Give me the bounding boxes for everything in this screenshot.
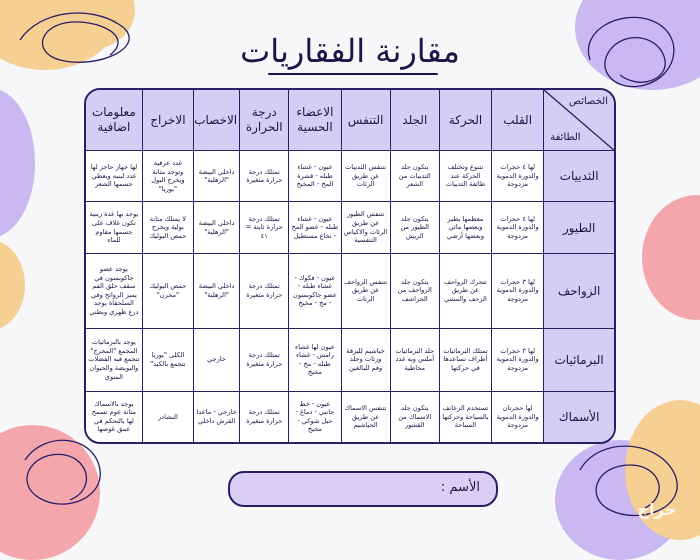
table-row-fish [86, 391, 614, 442]
table-cell: تمتلك البرمائيات أطراف تساعدها في حركتها [439, 328, 491, 391]
table-cell: عيون - فكوك - غشاء طبله - عضو جاكوبسون - مخ - مخيخ [289, 253, 341, 328]
title-underline [268, 73, 438, 75]
corner-label-characteristics: الخصائص [568, 96, 608, 107]
table-cell: تتنفس الثدييات عن طريق الرئات [341, 151, 390, 202]
table-cell: تتنفس الاسماك عن طريق الخياشيم [341, 391, 390, 442]
table-cell: تتنوع وتختلف الحركة عند طائفة الثدييات [439, 151, 491, 202]
table-cell: لها جهاز حاجز لها غدد لبنيه ويغطي جسمها الشعر [86, 151, 142, 202]
table-cell: جلد البرمائيات أملس وبه غدد مخاطية [390, 328, 439, 391]
table-cell: تستخدم الزعانف بالسباحة وحركتها السباحة [439, 391, 491, 442]
table-cell: معظمها يطير وبعضها مائي وبعضها أرضي [439, 202, 491, 253]
name-label: الأسم : [440, 480, 480, 495]
table-cell: خارجي [193, 328, 239, 391]
table-cell: تمتلك درجة حرارة متغيرة [240, 253, 289, 328]
table-cell: تمتلك درجة حرارة متغيرة [240, 328, 289, 391]
row-header-mammals: الثدييات [544, 151, 614, 202]
row-header-amphibians: البرمائيات [544, 328, 614, 391]
table-cell: عيون - غشاء طبله - قشرة المخ - المخيخ [289, 151, 341, 202]
column-header-skin: الجلد [390, 90, 439, 151]
name-field[interactable] [228, 471, 498, 507]
corner-label-class: الطائفة [550, 131, 581, 143]
table-cell: تتحرك الزواحف عن طريق الزحف والمشي [439, 253, 491, 328]
table-cell: عيون - خط جانبي - دماغ - حبل شوكي - مخيخ [289, 391, 341, 442]
table-cell: داخلي البيضة "الرهلية" [193, 253, 239, 328]
table-cell: تمتلك درجة حرارة متغيرة [240, 391, 289, 442]
column-header-extra-info: معلومات اضافية [86, 90, 142, 151]
table-cell: خياشيم لليرقة ورئات وجلد وفم للبالغين [341, 328, 390, 391]
table-cell: لا يمتلك مثانة بولية ويخرج حمض البوليك [142, 202, 193, 253]
row-header-reptiles: الزواحف [544, 253, 614, 328]
page-title: مقارنة الفقاريات [240, 32, 460, 70]
table-row-amphibians [86, 328, 614, 391]
table-cell: تتنفس الطيور عن طريق الرئات والاكياس التنفسية [341, 202, 390, 253]
table-header-row [86, 90, 614, 151]
table-row-mammals [86, 151, 614, 202]
table-cell: يتكون جلد الطيور من الريش [390, 202, 439, 253]
table-cell: تتنفس الزواحف عن طريق الرئات [341, 253, 390, 328]
table-cell: حمض البوليك "مخزن" [142, 253, 193, 328]
column-header-respiration: التنفس [341, 90, 390, 151]
table-cell: خارجي - ماعدا القرش داخلي [193, 391, 239, 442]
table-cell: عيون - غشاء طبله - عضو المخ - نخاع مستطيل [289, 202, 341, 253]
decorative-orange-blob-left [0, 240, 25, 330]
table-cell: تمتلك درجة حرارة متغيرة [240, 151, 289, 202]
column-header-sensory-organs: الاعضاء الحسية [289, 90, 341, 151]
column-header-temperature: درجة الحرارة [240, 90, 289, 151]
column-header-heart: القلب [492, 90, 544, 151]
table-cell: يوجد عضو جاكوبسون في سقف حلق الفم يميز الروائح وفي السلحفاة يوجد درع ظهري وبطني [86, 253, 142, 328]
table-cell: يوجد بها غدة زيتية تكون غلاف على جسمها مقاوم للماء [86, 202, 142, 253]
table-cell: داخلي البيضة "الرهلية" [193, 202, 239, 253]
table-cell: لها حجرتان والدورة الدموية مزدوجة [492, 391, 544, 442]
decorative-pink-blob-right [642, 195, 700, 320]
table-cell: يتكون جلد الاسماك من القشور [390, 391, 439, 442]
table-cell: عيون لها غشاء رامش - غشاء طبله - مخ - مخيخ [289, 328, 341, 391]
decorative-purple-blob-left [0, 88, 35, 238]
comparison-table [86, 90, 614, 442]
row-header-fish: الأسماك [544, 391, 614, 442]
comparison-table-frame [84, 88, 616, 444]
table-cell: تمتلك درجة حرارة ثابتة = ٤١ [240, 202, 289, 253]
column-header-fertilization: الاخصاب [193, 90, 239, 151]
table-cell: الكلى "يوريا تتجمع بالكبد" [142, 328, 193, 391]
table-corner-cell [544, 90, 614, 151]
table-cell: النشادر [142, 391, 193, 442]
table-cell: لها ٤ حجرات والدورة الدموية مزدوجة [492, 151, 544, 202]
column-header-excretion: الاخراج [142, 90, 193, 151]
table-cell: يوجد بالاسماك مثانة عوم تسمح لها بالتحكم في عمق غوصها [86, 391, 142, 442]
table-row-reptiles [86, 253, 614, 328]
table-row-birds [86, 202, 614, 253]
row-header-birds: الطيور [544, 202, 614, 253]
table-cell: لها ٣ حجرات والدورة الدموية مزدوجة [492, 253, 544, 328]
column-header-movement: الحركة [439, 90, 491, 151]
table-cell: يتكون جلد الزواحف من الحراشف [390, 253, 439, 328]
table-cell: يوجد بالبرمائيات المجمع "المخرج" تتجمع فيه الفضلات والبويضة والحيوان المنوي [86, 328, 142, 391]
table-cell: لها ٤ حجرات والدورة الدموية مزدوجة [492, 202, 544, 253]
watermark-logo: حراج [637, 500, 676, 519]
table-cell: يتكون جلد الثدييات من الشعر [390, 151, 439, 202]
table-cell: داخلي البيضة "الرهلية" [193, 151, 239, 202]
table-cell: لها ٣ حجرات والدورة الدموية مزدوجة [492, 328, 544, 391]
table-cell: غدد عرقية وتوجد مثانة ويخرج البول "يوريا" [142, 151, 193, 202]
